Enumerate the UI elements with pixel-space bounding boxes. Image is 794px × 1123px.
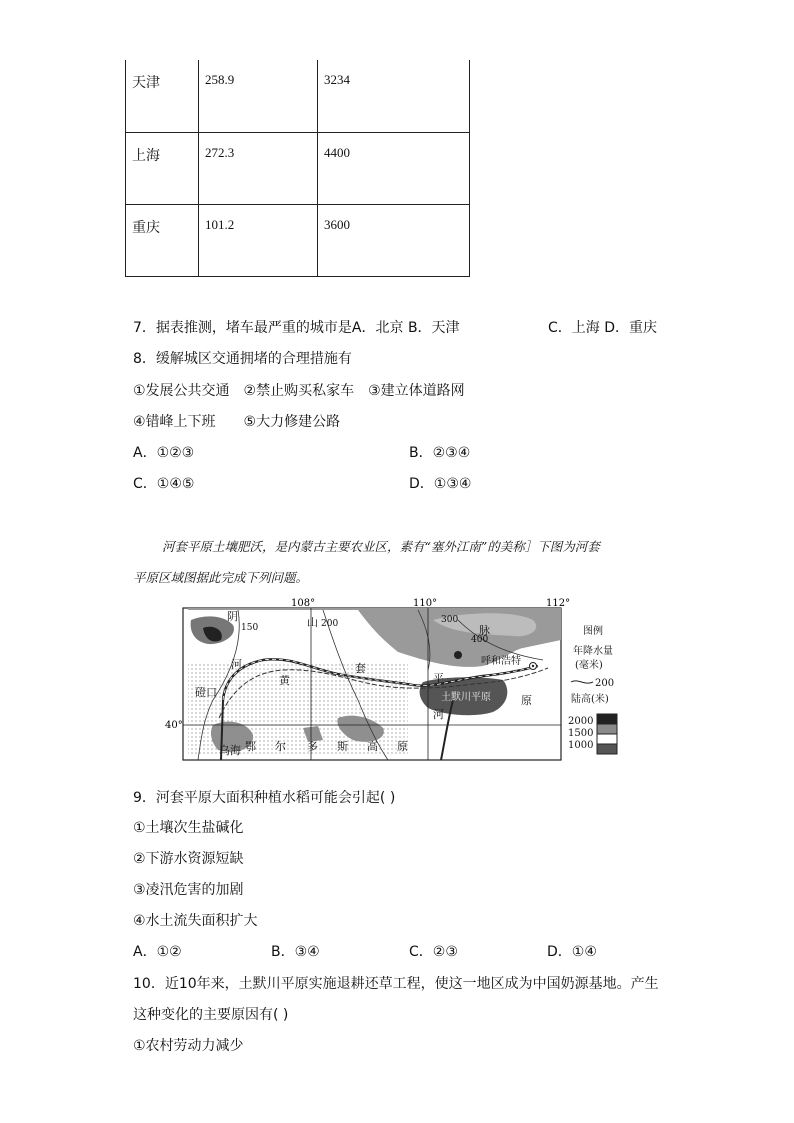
q9-option-d: D．①④ (547, 944, 597, 960)
table-cell: 258.9 (199, 60, 318, 132)
legend-elev-1500: 1500 (568, 728, 594, 739)
data-table (125, 60, 470, 277)
q9-opt-3: ③凌汛危害的加剧 (133, 882, 244, 898)
table-cell: 上海 (126, 132, 199, 204)
q8-stem: 8．缓解城区交通拥堵的合理措施有 (133, 351, 352, 367)
map-label-huang: 黄 (279, 674, 290, 687)
isohyet-label-150: 150 (241, 623, 259, 633)
map-label-er: 尔 (275, 740, 286, 753)
map-label-gao: 高 (367, 740, 378, 753)
map-label-yin: 阴 (227, 610, 238, 623)
q8-option-a: A．①②③ (133, 445, 195, 461)
map-label-dengkou: 磴口 (195, 686, 217, 699)
isohyet-label-300: 300 (441, 615, 459, 625)
table-cell: 101.2 (199, 204, 318, 276)
legend-elev-title: 陆高(米) (571, 694, 609, 705)
table-cell: 3234 (318, 60, 470, 132)
q8-options-line1: ①发展公共交通 ②禁止购买私家车 ③建立体道路网 (133, 383, 465, 399)
q8-option-b: B．②③④ (409, 445, 471, 461)
map-label-ping: 平 (433, 672, 444, 685)
q8-option-c: C．①④⑤ (133, 476, 195, 492)
question-7-cd (548, 317, 657, 337)
map-label-wuhai: 乌海 (219, 744, 241, 757)
q7-option-a: A．北京 (351, 320, 404, 336)
q7-option-c: C．上海 (548, 320, 600, 336)
legend-elev-2000: 2000 (568, 716, 594, 727)
table-cell: 272.3 (199, 132, 318, 204)
table-row (126, 132, 470, 204)
q9-stem: 9．河套平原大面积种植水稻可能会引起( ) (133, 790, 396, 806)
isohyet-label-200: 200 (321, 619, 339, 629)
q10-stem-line1: 10．近10年来，土默川平原实施退耕还草工程，使这一地区成为中国奶源基地。产生 (133, 976, 659, 992)
table-cell: 天津 (126, 60, 199, 132)
q9-opt-4: ④水土流失面积扩大 (133, 913, 258, 929)
lon-label-112: 112° (546, 598, 571, 609)
q8-option-d: D．①③④ (409, 476, 472, 492)
q10-opt-1: ①农村劳动力减少 (133, 1038, 244, 1054)
lon-label-110: 110° (413, 598, 438, 609)
map-label-mai: 脉 (479, 624, 490, 637)
map-label-yuan: 原 (521, 694, 532, 707)
lat-label-40: 40° (165, 720, 183, 731)
q9-opt-2: ②下游水资源短缺 (133, 851, 244, 867)
map-label-tao: 套 (355, 662, 366, 675)
map-label-hohhot: 呼和浩特 (481, 656, 521, 667)
table-row (126, 60, 470, 132)
lon-label-108: 108° (291, 598, 316, 609)
q9-opt-1: ①土壤次生盐碱化 (133, 820, 244, 836)
map-label-duo: 多 (307, 740, 318, 753)
table-cell: 重庆 (126, 204, 199, 276)
legend-precip-title: 年降水量 (573, 646, 613, 657)
hetao-plain-map (165, 598, 630, 768)
legend-title: 图例 (583, 626, 603, 637)
map-label-shan: 山 (307, 616, 318, 629)
map-label-he1: 河 (231, 658, 242, 671)
q8-options-line2: ④错峰上下班 ⑤大力修建公路 (133, 414, 341, 430)
legend-precip-sample: 200 (595, 678, 615, 689)
legend-elev-1000: 1000 (568, 740, 594, 751)
map-label-si: 斯 (337, 740, 348, 753)
passage-line-1: 河套平原土壤肥沃，是内蒙古主要农业区，素有“塞外江南”的美称］下图为河套 (162, 539, 600, 554)
q9-option-a: A．①② (133, 944, 182, 960)
q7-stem: 7．据表推测，堵车最严重的城市是 (133, 320, 352, 336)
passage-line-2: 平原区域图据此完成下列问题。 (133, 570, 309, 585)
table-cell: 4400 (318, 132, 470, 204)
q10-stem-line2: 这种变化的主要原因有( ) (133, 1007, 289, 1023)
table-row (126, 204, 470, 276)
map-label-e: 鄂 (245, 740, 256, 753)
map-legend (568, 624, 617, 754)
q7-option-b: B．天津 (407, 320, 460, 336)
isohyet-label-400: 400 (471, 635, 489, 645)
question-7 (133, 317, 460, 337)
map-label-tumochuan: 土默川平原 (441, 692, 491, 703)
map-label-he2: 河 (433, 708, 444, 721)
q9-option-c: C．②③ (409, 944, 458, 960)
q7-option-d: D．重庆 (604, 320, 658, 336)
map-label-yuan2: 原 (397, 740, 408, 753)
legend-precip-unit: (毫米) (575, 660, 603, 671)
table-cell: 3600 (318, 204, 470, 276)
q9-option-b: B．③④ (271, 944, 320, 960)
